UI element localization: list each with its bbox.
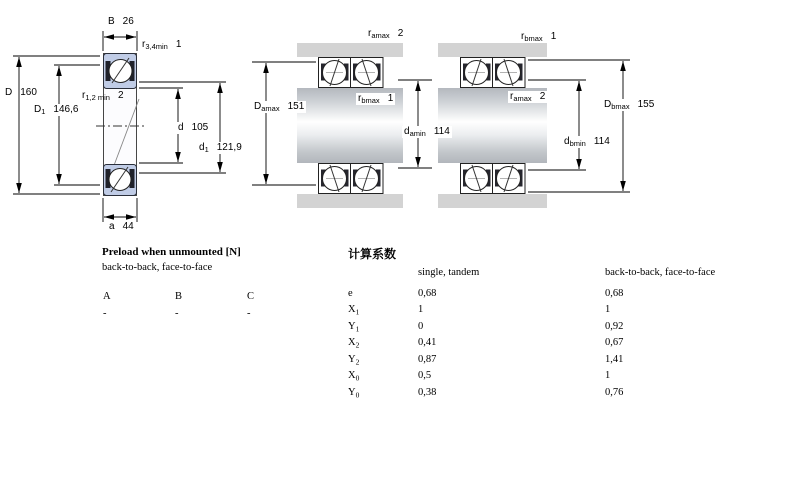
- factors-col-single-tandem: single, tandem: [418, 267, 480, 278]
- preload-subtitle: back-to-back, face-to-face: [102, 262, 213, 273]
- dim-label-rbmax-mid: $r_{bmax}$ 1: [358, 93, 394, 105]
- dim-label-r12min: $r_{1,2 min}$ 2: [82, 90, 124, 102]
- factors-row-Y1: $Y_1$ 0 0,92: [348, 321, 624, 334]
- preload-value-B: -: [175, 308, 179, 319]
- dim-label-d1: $d_1$ 121,9: [199, 142, 242, 154]
- preload-col-C: C: [247, 291, 255, 302]
- factors-col-back-to-back: back-to-back, face-to-face: [605, 267, 716, 278]
- preload-value-A: -: [103, 308, 107, 319]
- factors-row-e: e 0,68 0,68: [348, 288, 624, 299]
- mounted-pair-right-group: [438, 43, 547, 208]
- factors-row-X0: $X_0$ 0,5 1: [348, 370, 611, 383]
- dim-label-r34min: $r_{3,4min}$ 1: [142, 39, 182, 51]
- factors-title: 计算系数: [348, 247, 397, 261]
- dim-label-rbmax-top: $r_{bmax}$ 1: [521, 31, 557, 43]
- dim-label-dbmin: $d_{bmin}$ 114: [564, 136, 610, 148]
- preload-col-B: B: [175, 291, 183, 302]
- mounted-pair-left-group: [297, 43, 403, 208]
- dim-label-D1: $D_1$ 146,6: [34, 104, 79, 116]
- single-bearing-section-view: [96, 54, 146, 196]
- dim-label-Dbmax: $D_{bmax}$ 155: [604, 99, 655, 111]
- preload-value-C: -: [247, 308, 251, 319]
- dim-label-d: d 105: [178, 122, 209, 133]
- dim-label-damin: $d_{amin}$ 114: [404, 126, 450, 138]
- dim-label-D: D 160: [5, 87, 37, 98]
- factors-row-Y0: $Y_0$ 0,38 0,76: [348, 387, 624, 400]
- preload-col-A: A: [103, 291, 111, 302]
- dim-label-Damax: $D_{amax}$ 151: [254, 101, 305, 113]
- dim-label-ramax-mid: $r_{amax}$ 2: [510, 91, 546, 103]
- preload-title: Preload when unmounted [N]: [102, 246, 241, 258]
- factors-row-X2: $X_2$ 0,41 0,67: [348, 337, 624, 350]
- dim-label-ramax-top: $r_{amax}$ 2: [368, 28, 404, 40]
- factors-row-X1: $X_1$ 1 1: [348, 304, 611, 317]
- dim-label-a: a 44: [109, 221, 134, 232]
- factors-row-Y2: $Y_2$ 0,87 1,41: [348, 354, 624, 367]
- dim-label-B: B 26: [108, 16, 134, 27]
